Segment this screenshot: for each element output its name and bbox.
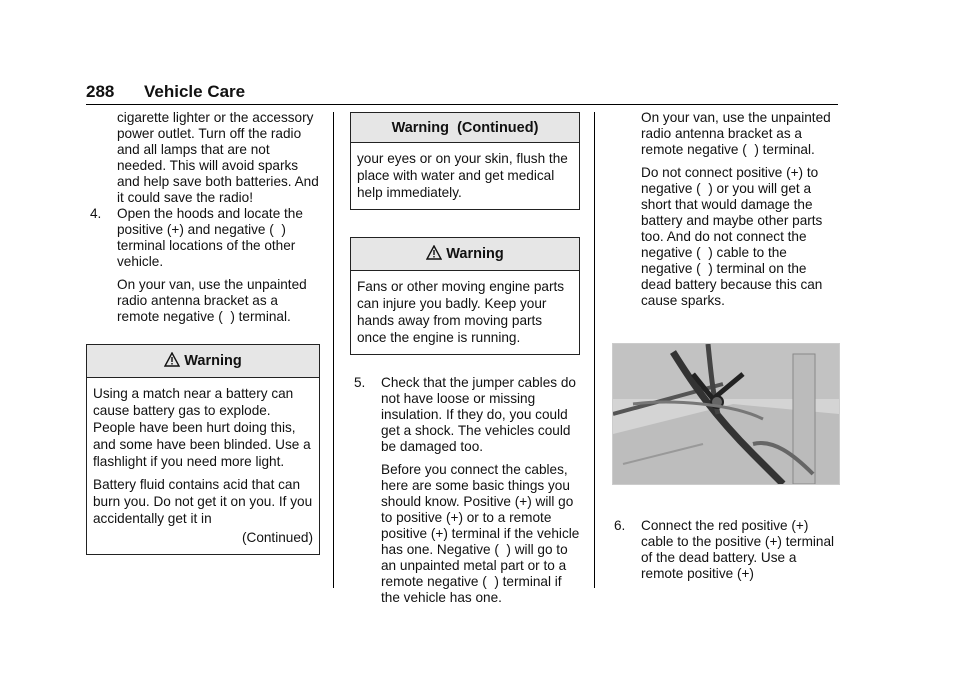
warning-box-continued	[350, 112, 580, 210]
step-text: Connect the red positive (+) cable to the positive (+) terminal of the dead battery. Use a remote positive (+)	[641, 518, 835, 581]
warning-header: Warning (Continued)	[351, 113, 579, 143]
warning-title: Warning	[446, 246, 504, 262]
step-4-note: On your van, use the unpainted radio antenna bracket as a remote negative ( ) terminal.	[117, 277, 307, 324]
warning-paragraph: Fans or other moving engine parts can injure you badly. Keep your hands away from moving parts once the engine is running.	[357, 279, 565, 345]
warning-box	[86, 344, 320, 555]
continued-label: (Continued)	[241, 530, 313, 545]
page-number: 288	[86, 82, 115, 101]
step-number: 6.	[614, 518, 626, 533]
warning-header	[87, 345, 319, 378]
warning-triangle-icon	[164, 352, 180, 371]
step-5-note: Before you connect the cables, here are some basic things you should know. Positive (+) will go to positive (+) or to a remote positive (+) terminal if the vehicle has one. Negative ( ) will go to an unpainted metal part or to a remote negative ( ) terminal if the vehicle has one.	[381, 462, 580, 605]
paragraph: On your van, use the unpainted radio antenna bracket as a remote negative ( ) terminal.	[641, 110, 831, 157]
continued-paragraph: cigarette lighter or the accessory power outlet. Turn off the radio and all lamps that are not needed. This will avoid sparks and help save both batteries. And it could save the radio!	[117, 110, 319, 205]
step-5	[350, 375, 580, 455]
warning-paragraph: Battery fluid contains acid that can burn you. Do not get it on you. If you accidentally get it in	[93, 477, 313, 526]
step-number: 4.	[90, 206, 102, 221]
step-text: Open the hoods and locate the positive (+) and negative ( ) terminal locations of the other vehicle.	[117, 206, 303, 269]
jumper-cable-clamp-photo	[612, 343, 840, 485]
column-3	[610, 110, 840, 309]
warning-paragraph: your eyes or on your skin, flush the place with water and get medical help immediately.	[357, 151, 568, 200]
column-divider	[333, 112, 334, 588]
step-text: Check that the jumper cables do not have loose or missing insulation. If they do, you could get a shock. The vehicles could be damaged too.	[381, 375, 576, 454]
step-6	[610, 518, 840, 582]
column-1	[86, 110, 320, 555]
warning-body	[351, 271, 579, 354]
warning-header	[351, 238, 579, 271]
warning-title: Warning	[184, 353, 242, 369]
page-header	[86, 80, 838, 105]
warning-paragraph: Using a match near a battery can cause battery gas to explode. People have been hurt doing this, and some have been blinded. Use a flashlight if you need more light.	[93, 386, 311, 469]
step-number: 5.	[354, 375, 366, 390]
step-4	[86, 206, 320, 270]
column-divider	[594, 112, 595, 588]
warning-box	[350, 237, 580, 355]
paragraph: Do not connect positive (+) to negative ( ) or you will get a short that would damage the battery and maybe other parts too. And do not connect the negative ( ) cable to the negative ( ) terminal on the dead battery because this can cause sparks.	[641, 165, 823, 308]
column-3-lower	[610, 518, 840, 582]
warning-body	[87, 378, 319, 554]
warning-triangle-icon	[426, 245, 442, 264]
column-2	[350, 112, 580, 606]
section-title: Vehicle Care	[144, 82, 246, 101]
warning-body	[351, 143, 579, 209]
